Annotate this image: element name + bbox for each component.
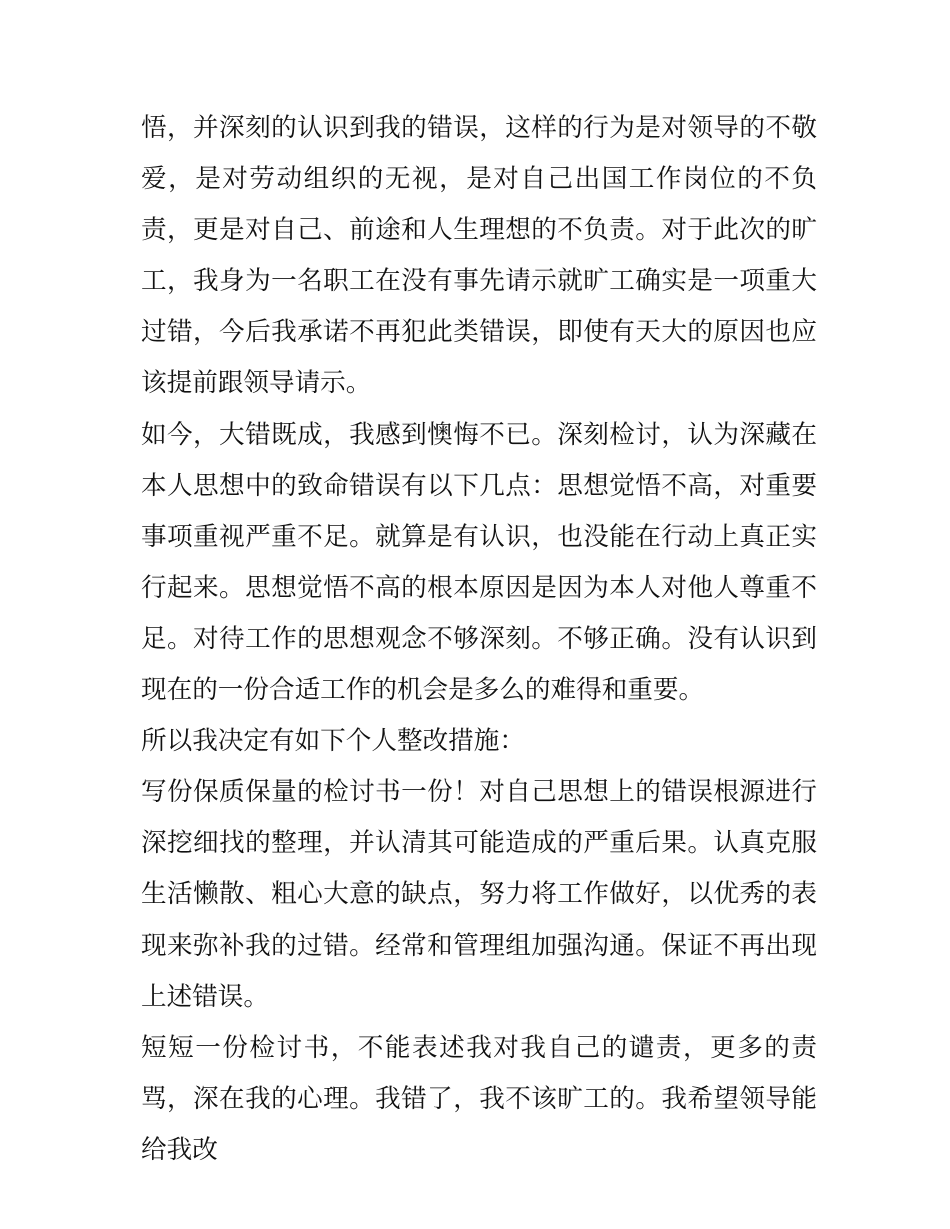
paragraph-3: 所以我决定有如下个人整改措施：	[141, 726, 525, 757]
paragraph-2: 如今，大错既成，我感到懊悔不已。深刻检讨，认为深藏在本人思想中的致命错误有以下几点：思想觉悟不高，对重要事项重视严重不足。就算是有认识，也没能在行动上真正实行起来。思想觉悟不高的根本原因是因为本人对他人尊重不足。对待工作的思想观念不够深刻。不够正确。没有认识到现在的一份合适工作的机会是多么的难得和重要。	[141, 419, 817, 706]
paragraph-5: 短短一份检讨书，不能表述我对我自己的谴责，更多的责骂，深在我的心理。我错了，我不该旷工的。我希望领导能给我改	[141, 1032, 817, 1165]
paragraph-4: 写份保质保量的检讨书一份！对自己思想上的错误根源进行深挖细找的整理，并认清其可能造成的严重后果。认真克服生活懒散、粗心大意的缺点，努力将工作做好，以优秀的表现来弥补我的过错。经常和管理组加强沟通。保证不再出现上述错误。	[141, 777, 817, 1012]
paragraph-1: 悟，并深刻的认识到我的错误，这样的行为是对领导的不敬爱，是对劳动组织的无视，是对自己出国工作岗位的不负责，更是对自己、前途和人生理想的不负责。对于此次的旷工，我身为一名职工在没有事先请示就旷工确实是一项重大过错，今后我承诺不再犯此类错误，即使有天大的原因也应该提前跟领导请示。	[141, 113, 817, 399]
document-body	[141, 103, 817, 1176]
